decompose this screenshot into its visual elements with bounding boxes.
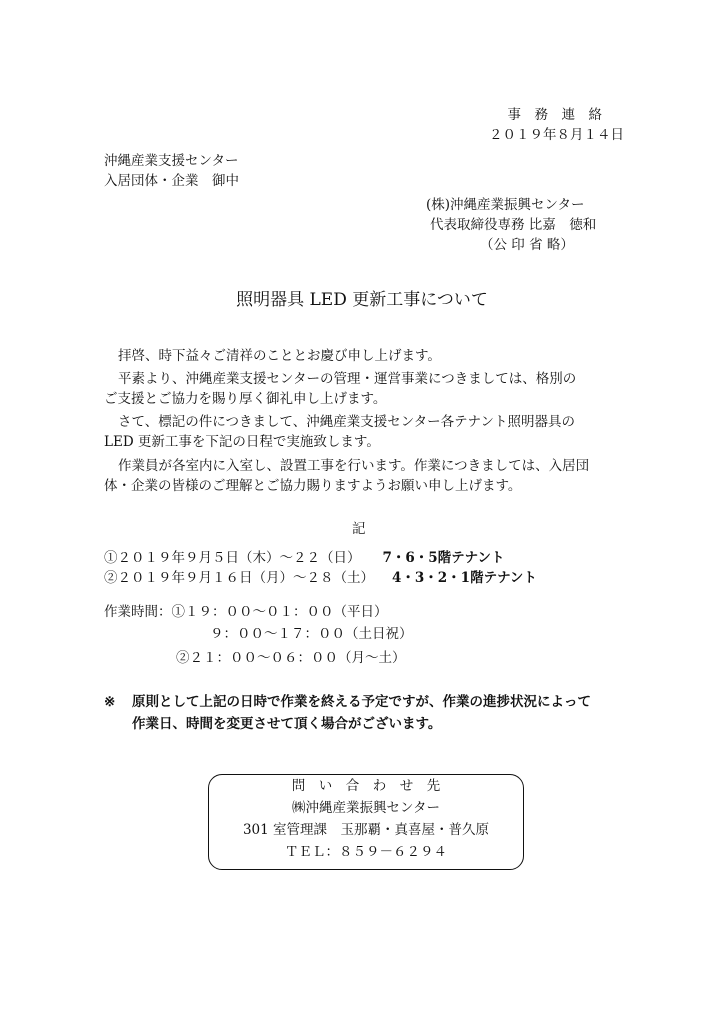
schedule-row	[104, 569, 537, 587]
seal-omitted-note: （公 印 省 略）	[480, 237, 574, 253]
body-paragraph-3-line-2: LED 更新工事を下記の日程で実施致します。	[104, 434, 380, 450]
document-type-label: 事 務 連 絡	[507, 107, 602, 123]
sender-representative: 代表取締役専務 比嘉 徳和	[430, 217, 597, 233]
ki-heading: 記	[352, 521, 366, 537]
body-greeting: 拝啓、時下益々ご清祥のこととお慶び申し上げます。	[118, 348, 441, 364]
recipient-addressee: 入居団体・企業 御中	[104, 173, 239, 189]
contact-telephone: ＴＥＬ：８５９－６２９４	[285, 844, 447, 860]
work-hours-slot-2: ９：００～１７：００（土日祝）	[210, 626, 413, 642]
work-hours-slot-1: ①１９：００～０１：００（平日）	[171, 604, 388, 620]
schedule-dates: ①２０１９年９月５日（木）～２２（日）	[104, 550, 361, 566]
contact-staff: 301 室管理課 玉那覇・真喜屋・普久原	[242, 822, 490, 838]
document-title: 照明器具 LED 更新工事について	[236, 290, 488, 310]
sender-company: (株)沖縄産業振興センター	[426, 197, 585, 213]
body-paragraph-3-line-1: さて、標記の件につきまして、沖縄産業支援センター各テナント照明器具の	[118, 414, 575, 430]
schedule-floors: 4・3・2・1階テナント	[392, 570, 537, 586]
note-line-2: 作業日、時間を変更させて頂く場合がございます。	[132, 716, 442, 732]
work-hours-label: 作業時間：	[104, 604, 172, 620]
schedule-floors: 7・6・5階テナント	[382, 550, 505, 566]
body-paragraph-4-line-1: 作業員が各室内に入室し、設置工事を行います。作業につきましては、入居団	[118, 458, 590, 474]
issue-date: ２０１９年８月１４日	[489, 127, 624, 143]
recipient-organization: 沖縄産業支援センター	[104, 153, 239, 169]
work-hours-row	[104, 603, 388, 621]
contact-box	[208, 774, 524, 870]
schedule-row	[104, 549, 505, 567]
contact-heading: 問 い 合 わ せ 先	[291, 778, 441, 794]
note-line-1: 原則として上記の日時で作業を終える予定ですが、作業の進捗状況によって	[132, 694, 591, 710]
note-mark: ※	[104, 694, 116, 710]
schedule-dates: ②２０１９年９月１６日（月）～２８（土）	[104, 570, 374, 586]
body-paragraph-2-line-1: 平素より、沖縄産業支援センターの管理・運営事業につきましては、格別の	[118, 371, 577, 387]
body-paragraph-4-line-2: 体・企業の皆様のご理解とご協力賜りますようお願い申し上げます。	[104, 478, 522, 494]
work-hours-slot-3: ②２１：００～０６：００（月～土）	[176, 650, 406, 666]
contact-company: ㈱沖縄産業振興センター	[292, 800, 440, 816]
body-paragraph-2-line-2: ご支援とご協力を賜り厚く御礼申し上げます。	[104, 391, 387, 407]
